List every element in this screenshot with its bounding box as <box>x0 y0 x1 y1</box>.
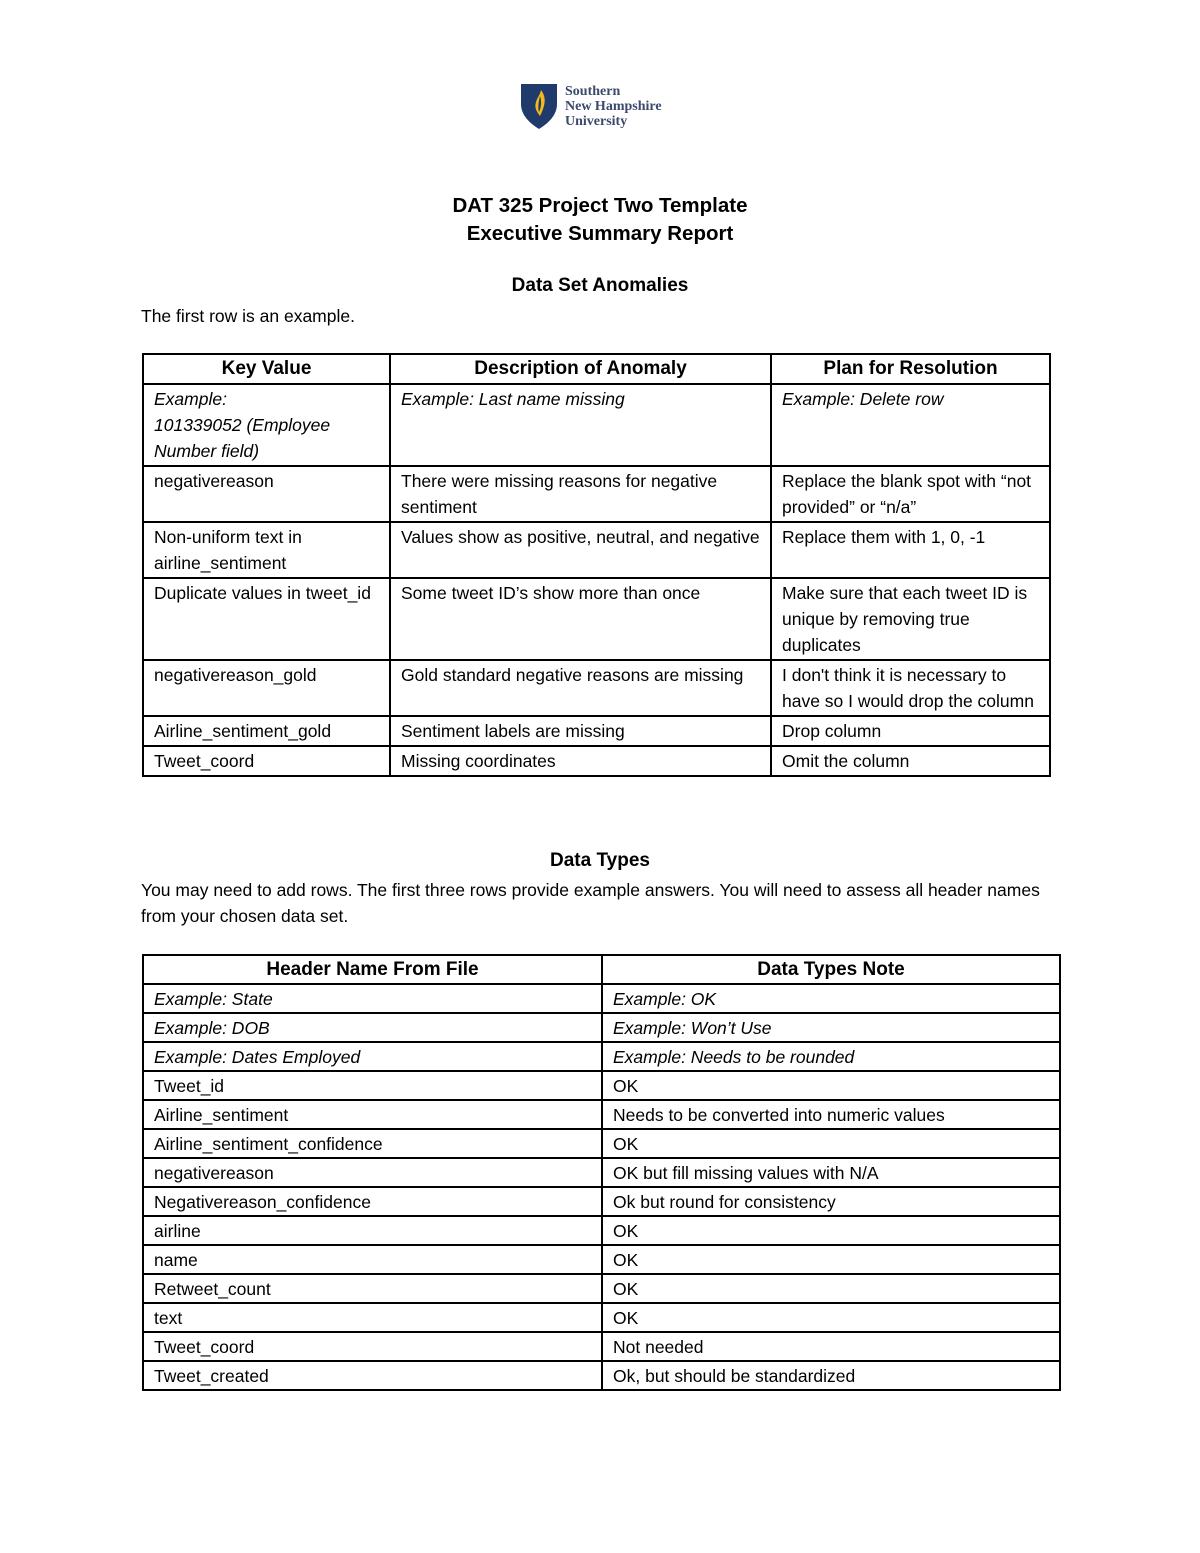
table-row <box>143 1216 1060 1245</box>
table-cell-note: Ok but round for consistency <box>602 1187 1060 1216</box>
logo-line-1: Southern <box>565 83 621 99</box>
data-types-header-row <box>143 955 1060 984</box>
table-cell-note: Needs to be converted into numeric values <box>602 1100 1060 1129</box>
table-cell-header: Negativereason_confidence <box>143 1187 602 1216</box>
table-cell-note: Example: Needs to be rounded <box>602 1042 1060 1071</box>
table-cell-plan: Make sure that each tweet ID is unique by removing true duplicates <box>771 578 1050 660</box>
table-cell-note: OK <box>602 1245 1060 1274</box>
table-cell-note: Example: OK <box>602 984 1060 1013</box>
table-row-example <box>143 984 1060 1013</box>
table-cell-description: Some tweet ID’s show more than once <box>390 578 771 660</box>
table-row <box>143 660 1050 716</box>
table-cell-header: Airline_sentiment_confidence <box>143 1129 602 1158</box>
table-row <box>143 1332 1060 1361</box>
shield-icon <box>519 82 559 130</box>
table-cell-header: Tweet_id <box>143 1071 602 1100</box>
table-cell-note: OK <box>602 1274 1060 1303</box>
table-cell-description: Example: Last name missing <box>390 384 771 466</box>
table-cell-note: OK <box>602 1071 1060 1100</box>
table-cell-description: Values show as positive, neutral, and negative <box>390 522 771 578</box>
table-cell-header: Retweet_count <box>143 1274 602 1303</box>
table-cell-plan: Replace them with 1, 0, -1 <box>771 522 1050 578</box>
table-row <box>143 1245 1060 1274</box>
table-cell-key: Duplicate values in tweet_id <box>143 578 390 660</box>
table-row-example <box>143 1042 1060 1071</box>
column-header-key-value: Key Value <box>143 354 390 384</box>
table-cell-header: Airline_sentiment <box>143 1100 602 1129</box>
table-cell-key: Airline_sentiment_gold <box>143 716 390 746</box>
table-cell-plan: Omit the column <box>771 746 1050 776</box>
column-header-plan: Plan for Resolution <box>771 354 1050 384</box>
table-row <box>143 522 1050 578</box>
column-header-data-types-note: Data Types Note <box>602 955 1060 984</box>
table-cell-header: negativereason <box>143 1158 602 1187</box>
data-types-section-title: Data Types <box>550 850 650 871</box>
table-cell-key: negativereason_gold <box>143 660 390 716</box>
table-cell-header: Example: Dates Employed <box>143 1042 602 1071</box>
table-cell-header: name <box>143 1245 602 1274</box>
table-row <box>143 1187 1060 1216</box>
table-row <box>143 1274 1060 1303</box>
data-types-intro: You may need to add rows. The first three rows provide example answers. You will need to assess all header names from your chosen data set. <box>141 880 1040 926</box>
table-cell-header: Tweet_coord <box>143 1332 602 1361</box>
table-cell-key: negativereason <box>143 466 390 522</box>
logo-wordmark <box>565 84 662 129</box>
table-row <box>143 1100 1060 1129</box>
table-cell-header: Example: DOB <box>143 1013 602 1042</box>
table-cell-header: Example: State <box>143 984 602 1013</box>
anomalies-section-title: Data Set Anomalies <box>511 275 689 296</box>
table-cell-note: Example: Won’t Use <box>602 1013 1060 1042</box>
table-row <box>143 1071 1060 1100</box>
table-cell-description: Missing coordinates <box>390 746 771 776</box>
table-row <box>143 1158 1060 1187</box>
table-row <box>143 716 1050 746</box>
document-subtitle: Executive Summary Report <box>466 222 734 245</box>
table-row-example <box>143 1013 1060 1042</box>
column-header-header-name: Header Name From File <box>143 955 602 984</box>
column-header-description: Description of Anomaly <box>390 354 771 384</box>
table-cell-key: Tweet_coord <box>143 746 390 776</box>
table-cell-note: OK <box>602 1303 1060 1332</box>
document-heading <box>0 192 1200 248</box>
table-cell-plan: Drop column <box>771 716 1050 746</box>
logo-line-2: New Hampshire <box>565 98 662 114</box>
anomalies-intro: The first row is an example. <box>141 306 355 326</box>
data-types-table <box>142 954 1061 1391</box>
table-cell-note: OK but fill missing values with N/A <box>602 1158 1060 1187</box>
table-row <box>143 1361 1060 1390</box>
table-row <box>143 1129 1060 1158</box>
document-title: DAT 325 Project Two Template <box>452 194 748 217</box>
table-cell-description: There were missing reasons for negative sentiment <box>390 466 771 522</box>
table-row-example <box>143 384 1050 466</box>
table-cell-plan: I don't think it is necessary to have so I would drop the column <box>771 660 1050 716</box>
table-cell-note: Ok, but should be standardized <box>602 1361 1060 1390</box>
table-cell-note: Not needed <box>602 1332 1060 1361</box>
anomalies-header-row <box>143 354 1050 384</box>
logo-line-3: University <box>565 113 628 129</box>
table-row <box>143 466 1050 522</box>
table-row <box>143 1303 1060 1332</box>
table-cell-note: OK <box>602 1129 1060 1158</box>
table-cell-key <box>143 384 390 466</box>
table-cell-header: Tweet_created <box>143 1361 602 1390</box>
example-key-label: Example: <box>154 389 227 409</box>
example-key-value: 101339052 (Employee Number field) <box>154 415 331 461</box>
table-cell-key: Non-uniform text in airline_sentiment <box>143 522 390 578</box>
table-cell-plan: Example: Delete row <box>771 384 1050 466</box>
table-cell-note: OK <box>602 1216 1060 1245</box>
table-cell-header: airline <box>143 1216 602 1245</box>
university-logo <box>519 82 662 130</box>
table-cell-description: Sentiment labels are missing <box>390 716 771 746</box>
table-cell-description: Gold standard negative reasons are missing <box>390 660 771 716</box>
table-row <box>143 578 1050 660</box>
table-cell-header: text <box>143 1303 602 1332</box>
anomalies-table <box>142 353 1051 777</box>
table-row <box>143 746 1050 776</box>
table-cell-plan: Replace the blank spot with “not provided” or “n/a” <box>771 466 1050 522</box>
